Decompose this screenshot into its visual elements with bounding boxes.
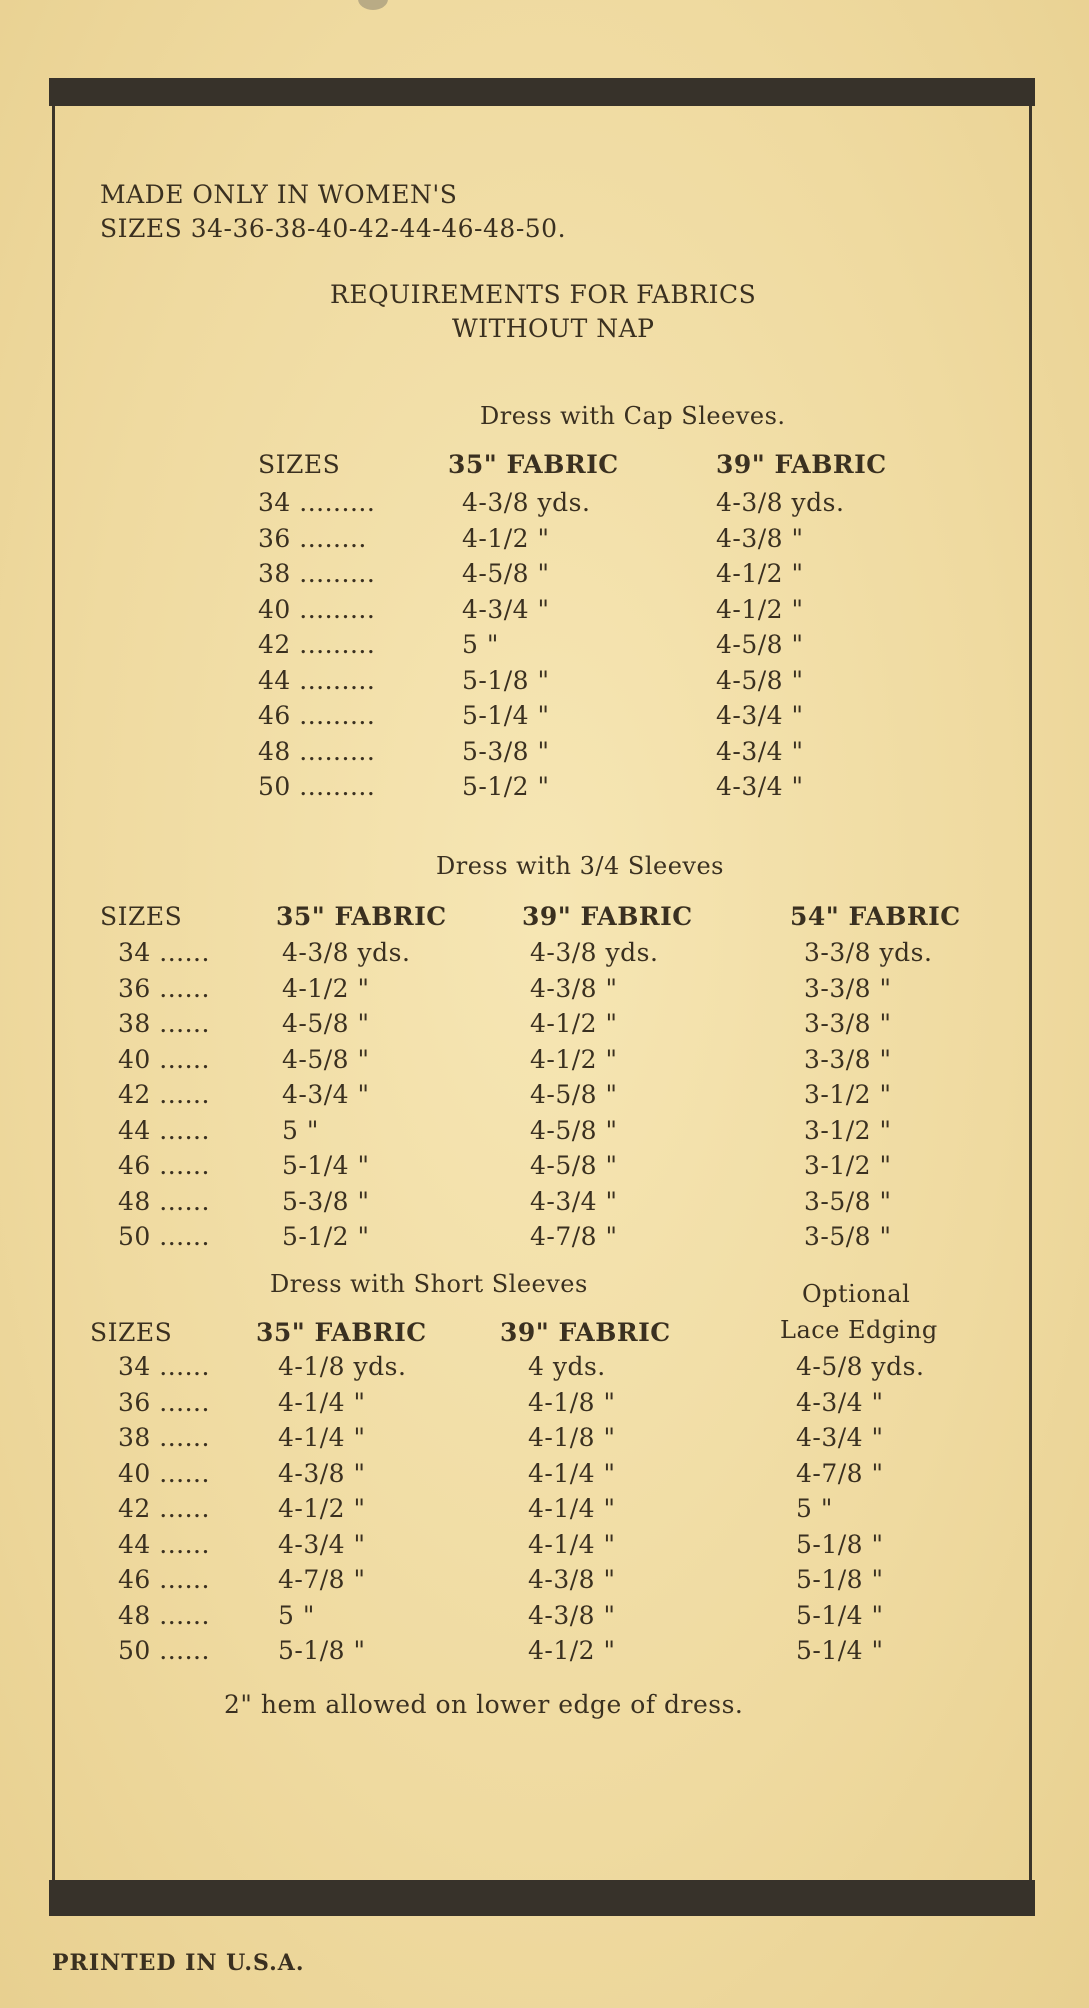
tq-table-cell: 34 ...... [118, 938, 210, 967]
cap-table-cell: 42 ......... [258, 630, 376, 659]
cap-table-cell: 4-3/8 yds. [462, 488, 591, 517]
requirements-heading-2: WITHOUT NAP [452, 314, 655, 343]
tq-header-35: 35" FABRIC [276, 902, 447, 931]
cap-table-cell: 50 ......... [258, 772, 376, 801]
tq-table-cell: 4-5/8 " [530, 1151, 618, 1180]
cap-table-cell: 4-5/8 " [716, 665, 804, 695]
tq-table-cell: 3-3/8 " [804, 1009, 892, 1038]
tq-table-cell: 5 " [282, 1115, 319, 1145]
cap-table-cell: 4-1/2 " [716, 594, 804, 624]
tq-table-cell: 4-1/2 " [530, 1009, 618, 1038]
three-quarter-sleeves-title: Dress with 3/4 Sleeves [436, 852, 724, 880]
short-header-sizes: SIZES [90, 1318, 173, 1347]
short-table-cell: 4-1/4 " [278, 1387, 366, 1417]
short-table-cell: 5-1/8 " [796, 1529, 884, 1559]
cap-table-cell: 4-3/4 " [462, 594, 550, 624]
short-table-cell: 5 " [278, 1600, 315, 1630]
cap-table-cell: 4-3/4 " [716, 772, 804, 801]
tq-table-cell: 44 ...... [118, 1115, 210, 1145]
cap-table-cell: 5-1/8 " [462, 665, 550, 695]
tq-table-cell: 4-3/8 yds. [530, 938, 659, 967]
short-table-cell: 50 ...... [118, 1636, 210, 1665]
tq-table-cell: 4-3/4 " [530, 1186, 618, 1216]
tq-header-sizes: SIZES [100, 902, 183, 931]
tq-table-cell: 4-5/8 " [530, 1115, 618, 1145]
short-table-cell: 4-1/2 " [278, 1494, 366, 1523]
tq-table-cell: 36 ...... [118, 973, 210, 1003]
hem-note: 2" hem allowed on lower edge of dress. [224, 1690, 744, 1719]
tq-table-cell: 5-1/4 " [282, 1151, 370, 1180]
short-header-39: 39" FABRIC [500, 1318, 671, 1347]
cap-table-cell: 46 ......... [258, 701, 376, 730]
tq-table-cell: 4-3/8 yds. [282, 938, 411, 967]
tq-table-cell: 3-5/8 " [804, 1222, 892, 1251]
cap-table-cell: 5-1/2 " [462, 772, 550, 801]
cap-table-cell: 4-5/8 " [462, 559, 550, 588]
tq-table-cell: 50 ...... [118, 1222, 210, 1251]
bottom-border-bar [49, 1880, 1035, 1916]
optional-label: Optional [802, 1280, 911, 1308]
short-table-cell: 4-1/2 " [528, 1636, 616, 1665]
cap-header-sizes: SIZES [258, 450, 341, 479]
cap-table-cell: 5 " [462, 630, 499, 659]
short-table-cell: 4-3/4 " [278, 1529, 366, 1559]
cap-table-cell: 4-5/8 " [716, 630, 804, 659]
short-table-cell: 4-1/8 " [528, 1387, 616, 1417]
cap-table-cell: 44 ......... [258, 665, 376, 695]
cap-table-cell: 5-1/4 " [462, 701, 550, 730]
cap-table-cell: 34 ......... [258, 488, 376, 517]
cap-table-cell: 4-3/4 " [716, 701, 804, 730]
short-table-cell: 36 ...... [118, 1387, 210, 1417]
short-table-cell: 34 ...... [118, 1352, 210, 1381]
short-table-cell: 4-3/8 " [528, 1565, 616, 1594]
cap-header-35: 35" FABRIC [448, 450, 619, 479]
tq-table-cell: 3-1/2 " [804, 1151, 892, 1180]
short-table-cell: 40 ...... [118, 1458, 210, 1488]
tq-table-cell: 5-3/8 " [282, 1186, 370, 1216]
printed-in-footer: PRINTED IN U.S.A. [52, 1950, 305, 1976]
tq-table-cell: 4-3/4 " [282, 1080, 370, 1109]
short-table-cell: 42 ...... [118, 1494, 210, 1523]
tq-table-cell: 3-3/8 yds. [804, 938, 933, 967]
tq-table-cell: 48 ...... [118, 1186, 210, 1216]
tq-table-cell: 4-3/8 " [530, 973, 618, 1003]
cap-table-cell: 38 ......... [258, 559, 376, 588]
tq-table-cell: 4-5/8 " [282, 1044, 370, 1074]
short-table-cell: 4-3/8 " [278, 1458, 366, 1488]
cap-table-cell: 5-3/8 " [462, 736, 550, 766]
short-table-cell: 4-1/4 " [528, 1494, 616, 1523]
top-border-bar [49, 78, 1035, 106]
cap-table-cell: 4-3/8 yds. [716, 488, 845, 517]
lace-edging-label: Lace Edging [780, 1316, 938, 1344]
short-table-cell: 4-1/4 " [278, 1423, 366, 1452]
short-table-cell: 4-1/8 yds. [278, 1352, 407, 1381]
short-table-cell: 4 yds. [528, 1352, 606, 1381]
short-sleeves-title: Dress with Short Sleeves [270, 1270, 588, 1298]
short-table-cell: 4-3/4 " [796, 1387, 884, 1417]
cap-header-39: 39" FABRIC [716, 450, 887, 479]
tq-header-39: 39" FABRIC [522, 902, 693, 931]
short-table-cell: 5 " [796, 1494, 833, 1523]
short-table-cell: 4-1/4 " [528, 1458, 616, 1488]
intro-line-1: MADE ONLY IN WOMEN'S [100, 180, 458, 209]
short-table-cell: 5-1/4 " [796, 1600, 884, 1630]
cap-table-cell: 48 ......... [258, 736, 376, 766]
short-table-cell: 4-5/8 yds. [796, 1352, 925, 1381]
short-table-cell: 44 ...... [118, 1529, 210, 1559]
short-table-cell: 4-3/8 " [528, 1600, 616, 1630]
short-table-cell: 4-1/4 " [528, 1529, 616, 1559]
requirements-heading-1: REQUIREMENTS FOR FABRICS [330, 280, 757, 309]
short-table-cell: 5-1/4 " [796, 1636, 884, 1665]
tq-table-cell: 40 ...... [118, 1044, 210, 1074]
tq-table-cell: 38 ...... [118, 1009, 210, 1038]
intro-line-2: SIZES 34-36-38-40-42-44-46-48-50. [100, 214, 567, 243]
tq-table-cell: 5-1/2 " [282, 1222, 370, 1251]
tq-table-cell: 3-5/8 " [804, 1186, 892, 1216]
cap-table-cell: 40 ......... [258, 594, 376, 624]
tq-table-cell: 4-5/8 " [530, 1080, 618, 1109]
short-table-cell: 4-3/4 " [796, 1423, 884, 1452]
short-table-cell: 4-7/8 " [278, 1565, 366, 1594]
cap-table-cell: 4-3/8 " [716, 523, 804, 553]
cap-table-cell: 4-1/2 " [462, 523, 550, 553]
short-table-cell: 48 ...... [118, 1600, 210, 1630]
tq-table-cell: 3-1/2 " [804, 1080, 892, 1109]
tq-table-cell: 3-1/2 " [804, 1115, 892, 1145]
tq-table-cell: 42 ...... [118, 1080, 210, 1109]
tq-table-cell: 4-1/2 " [282, 973, 370, 1003]
short-table-cell: 4-7/8 " [796, 1458, 884, 1488]
short-table-cell: 46 ...... [118, 1565, 210, 1594]
short-table-cell: 5-1/8 " [278, 1636, 366, 1665]
cap-table-cell: 36 ........ [258, 523, 367, 553]
cap-table-cell: 4-3/4 " [716, 736, 804, 766]
tq-table-cell: 3-3/8 " [804, 1044, 892, 1074]
tq-table-cell: 4-7/8 " [530, 1222, 618, 1251]
tq-table-cell: 4-5/8 " [282, 1009, 370, 1038]
cap-sleeves-title: Dress with Cap Sleeves. [480, 402, 786, 430]
short-table-cell: 5-1/8 " [796, 1565, 884, 1594]
tq-header-54: 54" FABRIC [790, 902, 961, 931]
short-header-35: 35" FABRIC [256, 1318, 427, 1347]
cap-table-cell: 4-1/2 " [716, 559, 804, 588]
tq-table-cell: 4-1/2 " [530, 1044, 618, 1074]
short-table-cell: 38 ...... [118, 1423, 210, 1452]
tq-table-cell: 3-3/8 " [804, 973, 892, 1003]
tq-table-cell: 46 ...... [118, 1151, 210, 1180]
short-table-cell: 4-1/8 " [528, 1423, 616, 1452]
